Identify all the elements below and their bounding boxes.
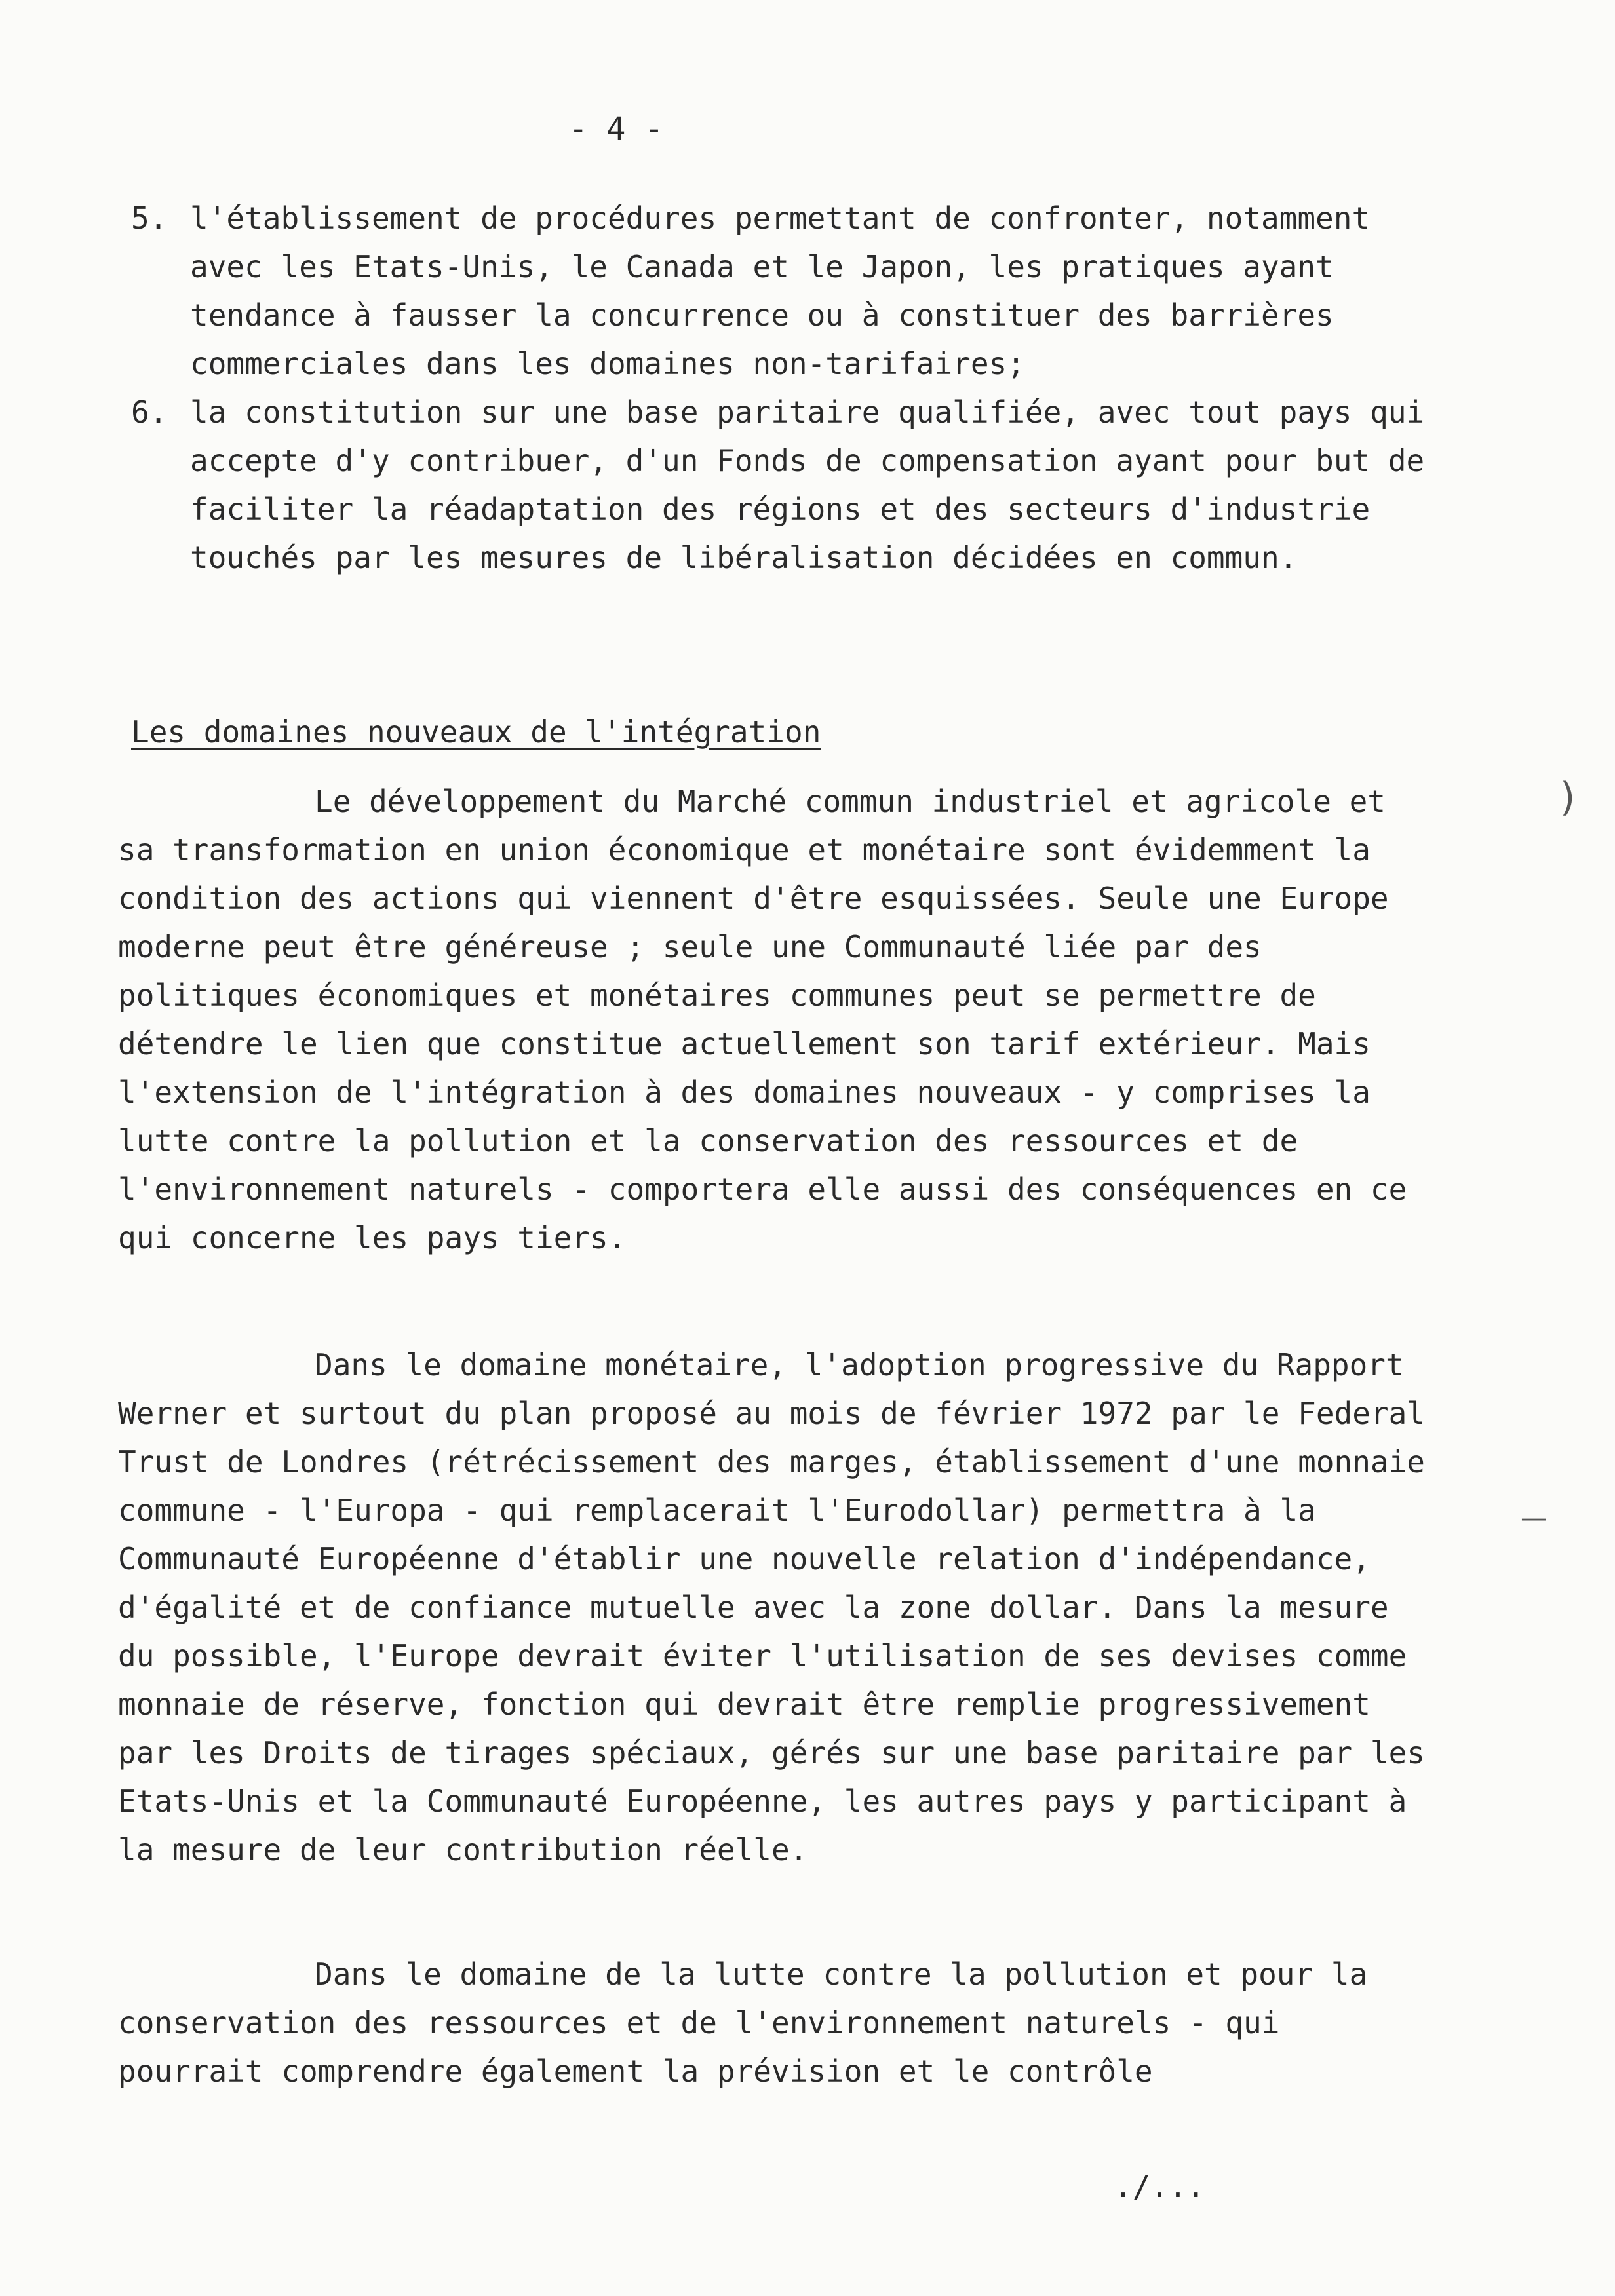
continuation-mark: ./... bbox=[1114, 2169, 1205, 2204]
margin-mark: ) bbox=[1560, 775, 1576, 820]
list-item bbox=[131, 194, 1429, 388]
list-item-number: 6. bbox=[131, 394, 168, 430]
numbered-list bbox=[131, 194, 1429, 582]
paragraph: Dans le domaine de la lutte contre la pollution et pour la conservation des ressources et de l'environnement naturels - qui pourrait comprendre également la prévision et le contrôle bbox=[118, 1957, 1368, 2089]
list-item bbox=[131, 388, 1429, 582]
margin-mark: — bbox=[1521, 1503, 1547, 1533]
list-item-text: la constitution sur une base paritaire qualifiée, avec tout pays qui accepte d'y contribuer, d'un Fonds de compensation ayant pour but de faciliter la réadaptation des régions et des secteurs d'industrie touchés par les mesures de libéralisation décidées en commun. bbox=[190, 394, 1425, 575]
paragraph: Dans le domaine monétaire, l'adoption progressive du Rapport Werner et surtout du plan proposé au mois de février 1972 par le Federal Trust de Londres (rétrécissement des marges, établissement d'une monnaie commune - l'Europa - qui remplacerait l'Eurodollar) permettra à la Communauté Européenne d'établir une nouvelle relation d'indépendance, d'égalité et de confiance mutuelle avec la zone dollar. Dans la mesure du possible, l'Europe devrait éviter l'utilisation de ses devises comme monnaie de réserve, fonction qui devrait être remplie progressivement par les Droits de tirages spéciaux, gérés sur une base paritaire par les Etats-Unis et la Communauté Européenne, les autres pays y participant à la mesure de leur contribution réelle. bbox=[118, 1347, 1425, 1867]
paragraph: Le développement du Marché commun industriel et agricole et sa transformation en union économique et monétaire sont évidemment la condition des actions qui viennent d'être esquissées. Seule une Europe moderne peut être généreuse ; seule une Communauté liée par des politiques économiques et monétaires communes peut se permettre de détendre le lien que constitue actuellement son tarif extérieur. Mais l'extension de l'intégration à des domaines nouveaux - y comprises la lutte contre la pollution et la conservation des ressources et de l'environnement naturels - comportera elle aussi des conséquences en ce qui concerne les pays tiers. bbox=[118, 784, 1407, 1255]
page-number: - 4 - bbox=[568, 111, 664, 147]
list-item-number: 5. bbox=[131, 201, 168, 236]
list-item-text: l'établissement de procédures permettant de confronter, notamment avec les Etats-Unis, le Canada et le Japon, les pratiques ayant tendance à fausser la concurrence ou à constituer des barrières commerciales dans les domaines non-tarifaires; bbox=[190, 201, 1371, 381]
section-heading: Les domaines nouveaux de l'intégration bbox=[131, 714, 821, 750]
